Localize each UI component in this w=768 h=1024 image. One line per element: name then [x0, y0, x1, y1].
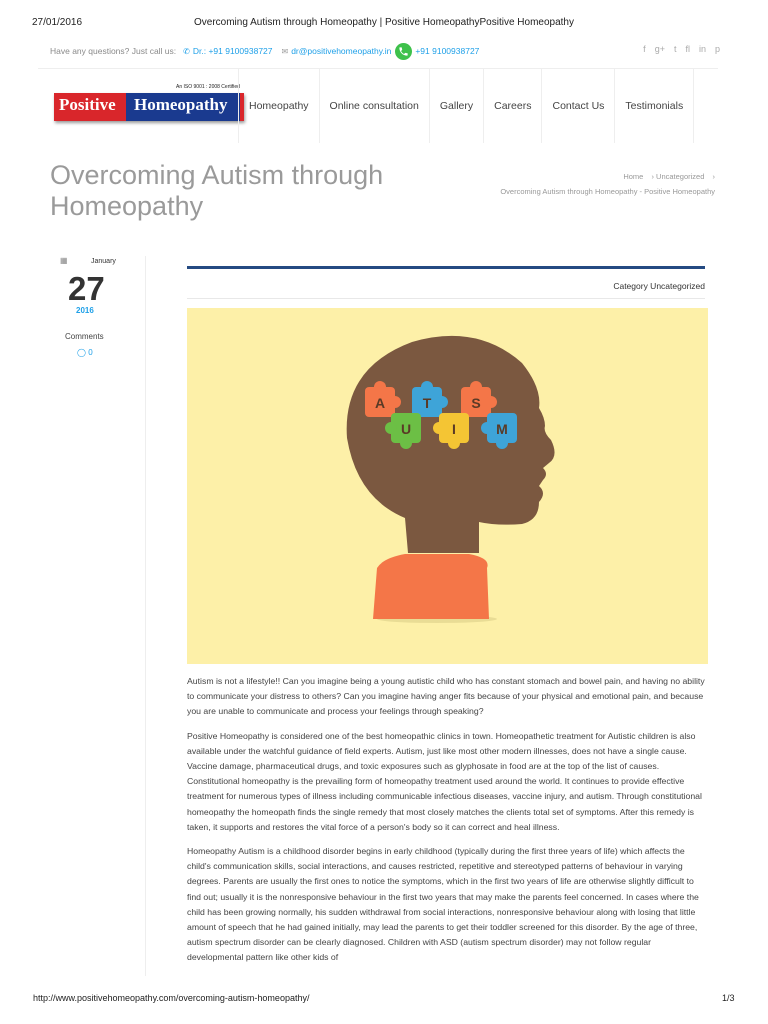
contact-question: Have any questions? Just call us:: [50, 46, 177, 56]
phone-icon: ✆: [183, 46, 190, 56]
print-title: Overcoming Autism through Homeopathy | Positive HomeopathyPositive Homeopathy: [193, 17, 574, 28]
category-divider: [187, 298, 705, 299]
puzzle-letter-m: M: [496, 421, 508, 437]
nav-testimonials[interactable]: Testimonials: [615, 68, 694, 143]
whatsapp-icon[interactable]: [395, 43, 412, 60]
breadcrumb: [500, 172, 715, 196]
post-year: 2016: [76, 306, 94, 315]
nav-online-consultation[interactable]: Online consultation: [320, 68, 430, 143]
puzzle-letter-u: U: [400, 421, 412, 437]
puzzle-letter-a: A: [374, 395, 386, 411]
nav-contact-us[interactable]: Contact Us: [542, 68, 615, 143]
print-url: http://www.positivehomeopathy.com/overcoming-autism-homeopathy/: [33, 993, 310, 1003]
article-paragraph-1: Autism is not a lifestyle!! Can you imagine being a young autistic child who has constant stomach and bowel pain, and having no ability to communicate your distress to others? Can you imagine having anger fits because of your physical and emotional pain, and because you are unable to communicate and process your feelings through speaking?: [187, 676, 705, 717]
post-top-rule: [187, 266, 705, 269]
breadcrumb-section[interactable]: Uncategorized: [656, 172, 705, 181]
comments-number: 0: [88, 348, 93, 357]
logo-word-homeopathy: Homeopathy: [134, 95, 228, 114]
featured-image: [187, 308, 708, 664]
iso-badge: An ISO 9001 : 2008 Certified: [176, 84, 240, 90]
nav-careers[interactable]: Careers: [484, 68, 542, 143]
page-title: Overcoming Autism through Homeopathy: [50, 160, 384, 221]
article-paragraph-2: Positive Homeopathy is considered one of the best homeopathic clinics in town. Homeopathetic treatment for Autistic children is also available under the watchful guidance of field experts. Autism, just like most other modern illnesses, does not have a single cause. Vaccine damage, pharmaceutical drugs, and toxic exposures such as glyphosate in food are at the top of the list of causes. Constitutional homeopathy is the prevailing form of homeopathy treatment used around the world. It continues to provide effective treatment for numerous types of illness including communicable infectious diseases, vaccine injury, and autism. Through constitutional homeopathy the homeopath finds the single remedy that most closely matches the clients total set of symptoms. After this remedy is taken, it supports and restores the vital force of a person's body so it can correct and heal illness.: [187, 730, 702, 832]
google-plus-icon[interactable]: g+: [654, 44, 665, 54]
post-day: 27: [68, 270, 105, 307]
facebook-icon[interactable]: f: [643, 44, 646, 54]
contact-bar: [50, 44, 720, 58]
chevron-right-icon: ›: [712, 172, 715, 181]
chevron-right-icon: ›: [651, 172, 654, 181]
article-paragraph-3: Homeopathy Autism is a childhood disorder begins in early childhood (typically during the first three years of life) which affects the child's communication skills, social interactions, and causes restricted, repetitive and stereotyped patterns of behaviour in varying degrees. Parents are usually the first ones to notice the symptoms, which in the first two years of life are otherwise slightly difficult to find out; usually it is the nonresponsive behaviour in the first two years that may make the parents feel concerned. In cases where the child has been growing normally, his sudden withdrawal from social interactions, nonresponsive behaviour along with losing that little amount of speech that he had gained initially, may lead the parents to get their toddler screened for this disorder. By the age of three, autism spectrum disorder can be clearly diagnosed. Children with ASD (autism spectrum disorder) may not follow regular developmental pattern like other kids of: [187, 846, 699, 963]
nav-homeopathy[interactable]: Homeopathy: [238, 68, 320, 143]
comments-label: Comments: [65, 332, 104, 341]
email-link[interactable]: dr@positivehomeopathy.in: [291, 46, 392, 56]
social-links: [643, 44, 720, 54]
main-nav: [238, 68, 694, 143]
pinterest-icon[interactable]: p: [714, 44, 720, 54]
print-page-number: 1/3: [722, 993, 735, 1003]
autism-head-illustration: [187, 308, 708, 664]
sidebar-divider: [145, 256, 146, 976]
comment-bubble-icon: ◯: [77, 348, 86, 357]
whatsapp-link[interactable]: +91 9100938727: [415, 46, 480, 56]
breadcrumb-home[interactable]: Home: [623, 172, 644, 181]
logo-word-positive: Positive: [59, 95, 116, 114]
puzzle-letter-i: I: [452, 421, 456, 437]
puzzle-letter-t: T: [422, 395, 432, 411]
phone-link[interactable]: Dr.: +91 9100938727: [192, 46, 273, 56]
post-month: January: [91, 258, 116, 265]
post-category[interactable]: Category Uncategorized: [613, 281, 705, 291]
calendar-icon: ▦: [60, 256, 68, 265]
puzzle-letter-s: S: [471, 395, 481, 411]
article-body: [187, 674, 708, 975]
flickr-icon[interactable]: fl: [685, 44, 690, 54]
breadcrumb-current: Overcoming Autism through Homeopathy - Positive Homeopathy: [500, 187, 715, 196]
site-logo[interactable]: [54, 84, 244, 123]
linkedin-icon[interactable]: in: [698, 44, 706, 54]
comments-count[interactable]: [77, 348, 93, 357]
twitter-icon[interactable]: t: [673, 44, 677, 54]
nav-gallery[interactable]: Gallery: [430, 68, 484, 143]
envelope-icon: ✉: [281, 46, 289, 56]
print-date: 27/01/2016: [32, 17, 83, 28]
